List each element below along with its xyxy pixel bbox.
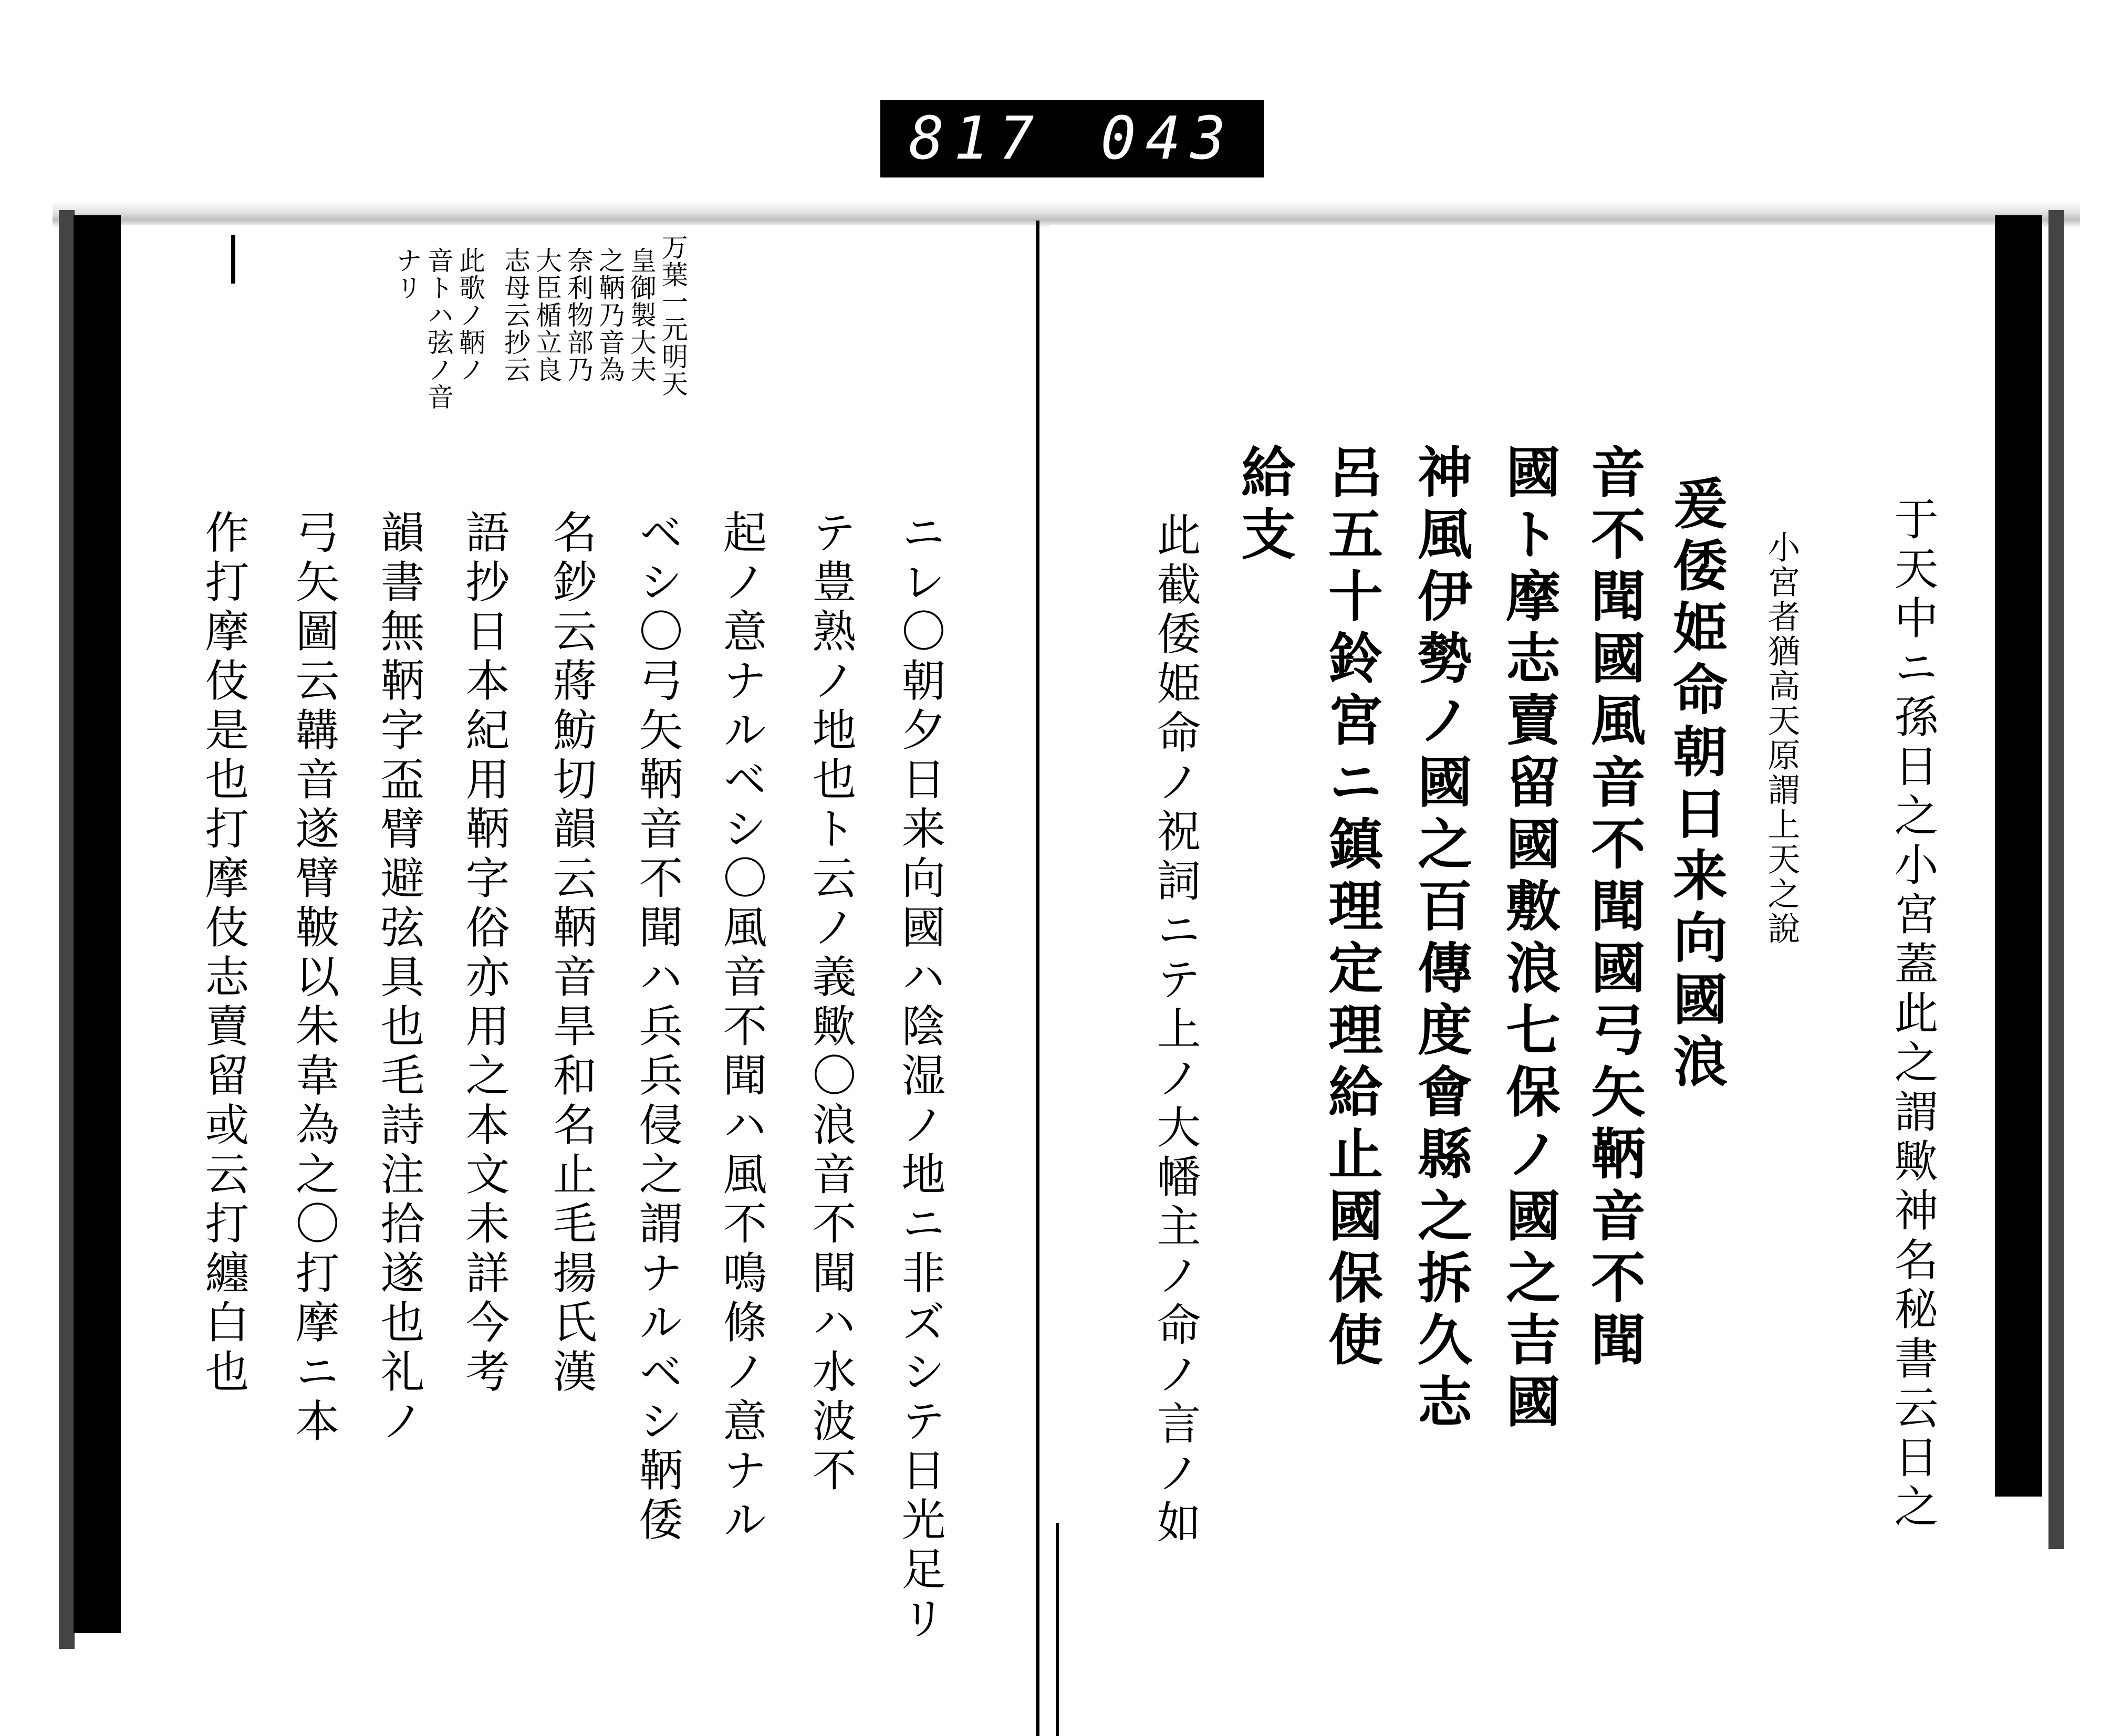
right-book-edge	[2048, 210, 2064, 1549]
right-col-3: 爰倭姫命朝日来向國浪	[1663, 475, 1728, 1095]
left-col-2: テ豊熟ノ地也ト云ノ義歟〇浪音不聞ハ水波不	[805, 509, 857, 1497]
page-top-shadow	[53, 201, 2080, 228]
right-col-5: 國ト摩志賣留國敷浪七保ノ國之吉國	[1496, 444, 1561, 1435]
right-col-9: 此截倭姫命ノ祝詞ニテ上ノ大幡主ノ命ノ言ノ如	[1150, 512, 1201, 1549]
left-book-edge	[59, 210, 75, 1649]
frame-number: 043	[1100, 104, 1235, 173]
right-col-1: 于天中ニ孫日之小宮蓋此之謂歟神名秘書云日之	[1887, 496, 1939, 1533]
left-col-6: 語抄日本紀用鞆字俗亦用之本文未詳今考	[459, 509, 510, 1398]
right-col-6: 神風伊勢ノ國之百傳度會縣之拆久志	[1408, 444, 1473, 1435]
left-note-col-3: 之鞆乃音為	[595, 247, 625, 383]
left-book-spine	[74, 215, 121, 1633]
right-col-8: 給支	[1232, 444, 1296, 568]
left-col-3: 起ノ意ナルベシ〇風音不聞ハ風不鳴條ノ意ナル	[716, 509, 767, 1546]
left-col-1: ニレ〇朝夕日来向國ハ陰湿ノ地ニ非ズシテ日光足リ	[895, 509, 946, 1645]
left-note-col-8: 音トハ弦ノ音	[423, 247, 454, 411]
left-col-4: ベシ〇弓矢鞆音不聞ハ兵兵侵之謂ナルベシ鞆倭	[632, 509, 683, 1546]
microfilm-frame-label	[880, 100, 1264, 177]
right-col-2: 小宮者猶高天原謂上天之說	[1762, 530, 1801, 946]
left-col-5: 名鈔云蔣魴切韻云鞆音旱和名止毛揚氏漢	[546, 509, 597, 1398]
margin-stroke-mark	[231, 235, 235, 284]
left-col-7: 韻書無鞆字盃臂避弦具也毛詩注拾遂也礼ノ	[373, 509, 425, 1447]
left-col-8: 弓矢圖云韝音遂臂鞁以朱韋為之〇打摩ニ本	[288, 509, 340, 1447]
center-gutter-line-lower	[1056, 1523, 1059, 1736]
left-note-col-7: 此歌ノ鞆ノ	[455, 247, 485, 383]
left-note-col-9: ナリ	[392, 247, 422, 301]
left-note-col-1: 万葉一元明天	[658, 234, 688, 398]
right-col-4: 音不聞國風音不聞國弓矢鞆音不聞	[1582, 444, 1646, 1373]
frame-reel-number: 817	[909, 104, 1044, 173]
left-note-col-6: 志母云抄云	[500, 247, 531, 383]
left-note-col-4: 奈利物部乃	[563, 247, 594, 383]
center-gutter-line	[1036, 221, 1039, 1736]
right-col-7: 呂五十鈴宮ニ鎮理定理給止國保使	[1319, 444, 1384, 1373]
right-book-spine	[1995, 215, 2042, 1497]
left-col-9: 作打摩伎是也打摩伎志賣留或云打纏白也	[198, 509, 249, 1398]
left-note-col-2: 皇御製大夫	[626, 247, 657, 383]
left-note-col-5: 大臣楯立良	[532, 247, 562, 383]
